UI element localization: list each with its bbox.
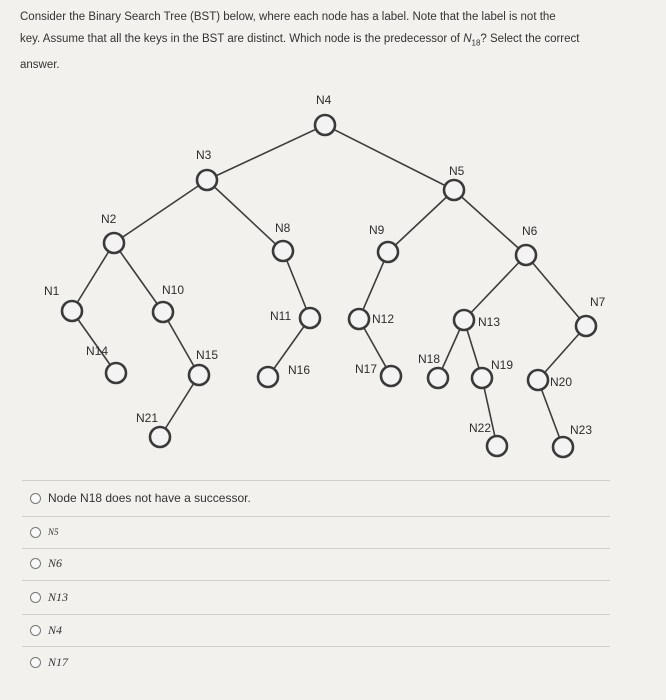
label-n11: N11 (270, 309, 292, 323)
node-n23 (553, 437, 573, 457)
node-n12 (349, 309, 369, 329)
question-line-2 (20, 28, 640, 54)
node-n13 (454, 310, 474, 330)
option-n6[interactable] (30, 552, 62, 574)
label-n18: N18 (418, 352, 441, 366)
node-n7 (576, 316, 596, 336)
radio-button[interactable] (30, 558, 41, 569)
node-n3 (197, 170, 217, 190)
radio-button[interactable] (30, 592, 41, 603)
question-node-var: N (463, 33, 472, 45)
label-n21: N21 (136, 411, 159, 425)
label-n16: N16 (288, 363, 311, 377)
separator (22, 614, 610, 615)
node-n22 (487, 436, 507, 456)
label-n12: N12 (372, 312, 395, 326)
node-n2 (104, 233, 124, 253)
node-n14 (106, 363, 126, 383)
edge-n3-n2 (114, 180, 207, 243)
node-n11 (300, 308, 320, 328)
label-n8: N8 (275, 221, 291, 235)
label-n23: N23 (570, 423, 593, 437)
node-n19 (472, 368, 492, 388)
option-n13[interactable] (30, 586, 68, 608)
edge-n5-n9 (388, 190, 454, 252)
label-n2: N2 (101, 212, 117, 226)
label-n20: N20 (550, 375, 573, 389)
edge-n5-n6 (454, 190, 526, 255)
label-n14: N14 (86, 344, 109, 358)
question-line-2-start: key. Assume that all the keys in the BST are distinct. Which node is the predecessor of (20, 33, 464, 45)
label-n13: N13 (478, 315, 501, 329)
radio-button[interactable] (30, 493, 41, 504)
option-n5[interactable] (30, 521, 59, 543)
node-n8 (273, 241, 293, 261)
separator (22, 516, 610, 517)
node-n9 (378, 242, 398, 262)
label-n5: N5 (449, 164, 465, 178)
option-label: N13 (48, 589, 69, 604)
edge-n2-n10 (114, 243, 163, 312)
node-n10 (153, 302, 173, 322)
radio-button[interactable] (30, 657, 41, 668)
node-n1 (62, 301, 82, 321)
radio-button[interactable] (30, 527, 41, 538)
option-label: N6 (48, 555, 63, 570)
question-line-2-end: ? Select the correct (480, 33, 580, 45)
question-line-3: answer. (20, 59, 60, 72)
node-n20 (528, 370, 548, 390)
label-n15: N15 (196, 348, 219, 362)
option-n17[interactable] (30, 651, 68, 673)
edge-n4-n5 (325, 125, 454, 190)
label-n6: N6 (522, 224, 538, 238)
node-n18 (428, 368, 448, 388)
edge-n1-n14 (72, 311, 116, 373)
separator (22, 646, 610, 647)
label-n19: N19 (491, 358, 514, 372)
label-n1: N1 (44, 284, 60, 298)
label-n17: N17 (355, 362, 378, 376)
question-line-1: Consider the Binary Search Tree (BST) below, where each node has a label. Note that the label is not the (20, 11, 556, 23)
label-n3: N3 (196, 148, 212, 162)
edge-n4-n3 (207, 125, 325, 180)
label-n9: N9 (369, 223, 385, 237)
label-n7: N7 (590, 295, 606, 309)
option-label: N4 (48, 622, 63, 637)
node-n17 (381, 366, 401, 386)
edge-n3-n8 (207, 180, 283, 251)
separator (22, 548, 610, 549)
node-n5 (444, 180, 464, 200)
edge-n2-n1 (72, 243, 114, 311)
label-n4: N4 (316, 93, 332, 107)
option-no-successor[interactable] (30, 487, 251, 509)
node-n16 (258, 367, 278, 387)
question-text (20, 6, 640, 76)
option-label: Node N18 does not have a successor. (48, 491, 251, 505)
option-n4[interactable] (30, 619, 62, 641)
node-n21 (150, 427, 170, 447)
bst-diagram (0, 80, 666, 475)
edge-n6-n7 (526, 255, 586, 326)
label-n10: N10 (162, 283, 185, 297)
edge-n6-n13 (464, 255, 526, 320)
option-label: N17 (48, 654, 69, 669)
question-node-sub: 18 (471, 38, 481, 48)
separator (22, 580, 610, 581)
radio-button[interactable] (30, 625, 41, 636)
tree-edges (72, 125, 586, 447)
node-n15 (189, 365, 209, 385)
node-n6 (516, 245, 536, 265)
node-n4 (315, 115, 335, 135)
tree-nodes (62, 115, 596, 457)
separator (22, 480, 610, 481)
label-n22: N22 (469, 421, 492, 435)
option-label: N5 (48, 527, 59, 537)
